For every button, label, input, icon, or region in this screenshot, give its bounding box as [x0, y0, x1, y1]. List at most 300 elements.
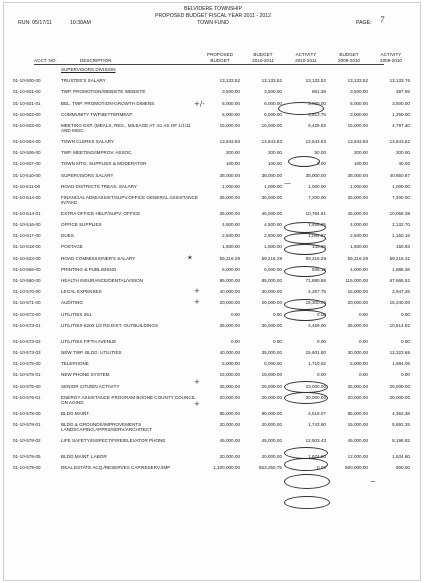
- proposed-budget-cell: 13,133.52: [219, 78, 240, 84]
- acct-number-cell: 01-10-576-00: [13, 383, 41, 389]
- activity-2010-2011-cell: 1,710.02: [308, 361, 326, 367]
- activity-2010-2011-cell: 945.18: [311, 266, 326, 272]
- handwritten-circle: [284, 233, 326, 244]
- budget-2010-2011-cell: 30,000.00: [261, 289, 282, 295]
- activity-2010-2011-cell: 3,500.00: [308, 100, 326, 106]
- table-row: [4, 211, 422, 222]
- acct-number-cell: 01-10-578-02: [13, 437, 41, 443]
- description-cell: UTILITIES-8200 1/2 RD.DIST. OUTBUILDINGS: [61, 322, 159, 328]
- description-cell: OFFICE SUPPLIES: [61, 222, 102, 228]
- activity-2010-2011-cell: 1,458.85: [308, 222, 326, 228]
- description-cell: TOWN CLERKS SALARY: [61, 138, 114, 144]
- activity-2010-2011-cell: 12,503.43: [305, 437, 326, 443]
- budget-2010-2011-cell: 45,000.00: [261, 210, 282, 216]
- budget-2010-2011-cell: 20,000.00: [261, 300, 282, 306]
- activity-2010-2011-cell: 15,300.00: [305, 300, 326, 306]
- table-row: [4, 112, 422, 123]
- proposed-budget-cell: 3,500.00: [222, 89, 240, 95]
- description-cell: LIFE SAFETY/INSPECT/FIRE/ELEVATOR PHONE: [61, 437, 166, 443]
- acct-number-cell: 01-10-575-01: [13, 372, 41, 378]
- acct-number-cell: 01-10-503-00: [13, 122, 41, 128]
- budget-2010-2011-cell: 853,250.75: [259, 465, 282, 471]
- table-row: [4, 422, 422, 438]
- activity-2010-2011-cell: 1,000.00: [308, 183, 326, 189]
- activity-2009-2010-cell: 0.00: [401, 372, 410, 378]
- budget-2009-2010-cell: 4,000.00: [350, 266, 368, 272]
- description-cell: TWP. MEETING/IMPROV. ASSOC.: [61, 150, 133, 156]
- acct-number-cell: 01-10-500-00: [13, 78, 41, 84]
- proposed-budget-cell: 35,000.00: [219, 322, 240, 328]
- activity-2009-2010-cell: 10,514.82: [389, 322, 410, 328]
- table-row: [4, 384, 422, 395]
- activity-2010-2011-cell: 20,000.00: [305, 394, 326, 400]
- acct-number-cell: 01-10-514-01: [13, 210, 41, 216]
- table-row: [4, 150, 422, 161]
- budget-2010-2011-cell: 5,000.00: [264, 361, 282, 367]
- handwritten-mark: +: [194, 298, 200, 306]
- acct-number-cell: 01-10-578-00: [13, 410, 41, 416]
- description-cell: BLDG.MAINT.: [61, 410, 90, 416]
- proposed-budget-cell: 25,000.00: [219, 383, 240, 389]
- budget-2010-2011-cell: 15,000.00: [261, 372, 282, 378]
- activity-2010-2011-cell: 7,200.00: [308, 194, 326, 200]
- handwritten-circle: [278, 102, 324, 115]
- description-cell: POSTAGE: [61, 244, 83, 250]
- description-cell: MEETING EXP. (MEALS, REG., MILEAGE AT .51 AS OF 1/1/11 AND MISC.: [61, 122, 191, 134]
- acct-number-cell: 01-10-514-00: [13, 194, 41, 200]
- description-cell: BLDG.& GROUNDS/IMPROVEMENTS LANDSCAPING,APPRS/SERV/ARCHITECT: [61, 421, 153, 433]
- fund-name: TOWN FUND: [197, 20, 229, 26]
- budget-2010-2011-cell: 20,000.00: [261, 421, 282, 427]
- proposed-budget-cell: 40,000.00: [219, 349, 240, 355]
- budget-2009-2010-cell: 25,000.00: [347, 383, 368, 389]
- activity-2009-2010-cell: 40,850.87: [389, 172, 410, 178]
- budget-2010-2011-cell: 2,500.00: [264, 233, 282, 239]
- activity-2009-2010-cell: 67,666.52: [389, 278, 410, 283]
- budget-2010-2011-cell: 38,000.00: [261, 172, 282, 178]
- table-row: [4, 267, 422, 278]
- budget-2009-2010-cell: 115,000.00: [345, 278, 368, 283]
- activity-2009-2010-cell: 1,000.00: [392, 183, 410, 189]
- activity-2010-2011-cell: 6,429.83: [308, 122, 326, 128]
- activity-2010-2011-cell: 0.00: [317, 311, 326, 317]
- col-budget-2010: BUDGET 2010-2011: [252, 52, 274, 63]
- activity-2009-2010-cell: 8,198.82: [392, 437, 410, 443]
- table-row: [4, 184, 422, 195]
- activity-2010-2011-cell: 4,518.07: [308, 410, 326, 416]
- activity-2010-2011-cell: 0.00: [317, 161, 326, 167]
- budget-2010-2011-cell: 4,500.00: [264, 222, 282, 228]
- budget-2010-2011-cell: 0.00: [273, 338, 282, 344]
- budget-2010-2011-cell: 35,000.00: [261, 322, 282, 328]
- description-cell: TWP. PROMOTION/WEBSITE WEBSITE: [61, 89, 146, 95]
- activity-2009-2010-cell: 2,132.70: [392, 222, 410, 228]
- activity-2010-2011-cell: 143.66: [311, 244, 326, 250]
- acct-number-cell: 01-10-570-00: [13, 289, 41, 295]
- proposed-budget-cell: 0.00: [231, 311, 240, 317]
- activity-2010-2011-cell: 13,133.52: [305, 78, 326, 84]
- table-row: [4, 278, 422, 289]
- table-row: [4, 195, 422, 211]
- proposed-budget-cell: 35,000.00: [219, 210, 240, 216]
- col-acct: ACCT. NO.: [34, 57, 57, 63]
- table-row: [4, 361, 422, 372]
- budget-2009-2010-cell: 1,500.00: [350, 244, 368, 250]
- budget-2009-2010-cell: 15,000.00: [347, 122, 368, 128]
- activity-2009-2010-cell: 10,058.38: [389, 210, 410, 216]
- budget-2010-2011-cell: 5,000.00: [264, 266, 282, 272]
- description-cell: BLDG.MAINT. LABOR: [61, 453, 107, 459]
- table-row: [4, 372, 422, 383]
- handwritten-circle: [284, 299, 326, 310]
- budget-2009-2010-cell: 45,000.00: [347, 210, 368, 216]
- budget-2010-2011-cell: 35,000.00: [261, 349, 282, 355]
- table-row: [4, 395, 422, 411]
- handwritten-circle: [284, 474, 330, 489]
- handwritten-circle: [284, 392, 328, 404]
- table-row: [4, 454, 422, 465]
- activity-2010-2011-cell: 50.00: [314, 150, 326, 156]
- activity-2010-2011-cell: 4,459.00: [308, 322, 326, 328]
- activity-2009-2010-cell: 13,543.82: [389, 138, 410, 144]
- acct-number-cell: 01-10-506-00: [13, 150, 41, 156]
- table-row: [4, 161, 422, 172]
- proposed-budget-cell: 15,000.00: [219, 122, 240, 128]
- activity-2009-2010-cell: 1,886.36: [392, 266, 410, 272]
- header-rule: [34, 64, 384, 65]
- budget-2009-2010-cell: 20,000.00: [347, 394, 368, 400]
- proposed-budget-cell: 100.00: [225, 161, 240, 167]
- table-row: [4, 256, 422, 267]
- activity-2009-2010-cell: 25,000.00: [389, 383, 410, 389]
- proposed-budget-cell: 20,000.00: [219, 300, 240, 306]
- proposed-budget-cell: 15,000.00: [219, 372, 240, 378]
- activity-2009-2010-cell: 7,200.00: [392, 194, 410, 200]
- budget-2010-2011-cell: 15,000.00: [261, 122, 282, 128]
- table-row: [4, 300, 422, 311]
- budget-2009-2010-cell: 3,500.00: [350, 89, 368, 95]
- table-row: [4, 312, 422, 323]
- acct-number-cell: 01-10-524-00: [13, 255, 41, 261]
- activity-2010-2011-cell: 4,267.75: [308, 289, 326, 295]
- budget-2009-2010-cell: 13,543.83: [347, 138, 368, 144]
- activity-2010-2011-cell: 10,784.81: [305, 210, 326, 216]
- activity-2009-2010-cell: 59,216.31: [389, 255, 410, 261]
- activity-2010-2011-cell: 1,674.90: [308, 453, 326, 459]
- acct-number-cell: 01-10-571-00: [13, 300, 41, 306]
- column-headers: [4, 41, 422, 63]
- table-row: [4, 222, 422, 233]
- handwritten-mark: +: [194, 400, 200, 408]
- col-activity-2009: ACTIVITY 2009-2010: [380, 52, 402, 63]
- acct-number-cell: 01-10-573-00: [13, 311, 41, 317]
- activity-2009-2010-cell: 3,500.00: [392, 100, 410, 106]
- activity-2009-2010-cell: 1,694.05: [392, 361, 410, 367]
- budget-2010-2011-cell: 90,000.00: [261, 410, 282, 416]
- budget-2009-2010-cell: 4,000.00: [350, 222, 368, 228]
- proposed-budget-cell: 85,000.00: [219, 278, 240, 283]
- description-cell: REAL ESTATE ACQ./RESERVES CAP.RESERV./IMP: [61, 465, 171, 471]
- budget-2010-2011-cell: 20,000.00: [261, 453, 282, 459]
- budget-2010-2011-cell: 59,216.29: [261, 255, 282, 261]
- activity-2009-2010-cell: 0.00: [401, 338, 410, 344]
- activity-2009-2010-cell: 1,634.60: [392, 453, 410, 459]
- description-cell: ROAD COMMISSIONER'S SALARY: [61, 255, 136, 261]
- budget-2009-2010-cell: 5,000.00: [350, 361, 368, 367]
- handwritten-mark: ✶: [187, 254, 193, 262]
- description-cell: HEALTH INSURANCE/DENTAL/VISION: [61, 278, 144, 283]
- table-row: [4, 101, 422, 112]
- budget-2009-2010-cell: 0.00: [359, 372, 368, 378]
- description-cell: DUES: [61, 233, 74, 239]
- budget-2010-2011-cell: 85,000.00: [261, 278, 282, 283]
- activity-2009-2010-cell: 1,250.00: [392, 111, 410, 117]
- table-row: [4, 339, 422, 350]
- activity-2009-2010-cell: 5,692.25: [392, 421, 410, 427]
- activity-2010-2011-cell: 1,743.60: [308, 421, 326, 427]
- budget-2009-2010-cell: 13,133.52: [347, 78, 368, 84]
- handwritten-circle: [284, 222, 326, 233]
- description-cell: COMMUNITY TWP.BETTERMENT: [61, 111, 133, 117]
- budget-2009-2010-cell: 6,000.00: [350, 100, 368, 106]
- budget-2010-2011-cell: 20,000.00: [261, 394, 282, 400]
- budget-page: [3, 2, 421, 581]
- budget-2010-2011-cell: 6,000.00: [264, 111, 282, 117]
- budget-2009-2010-cell: 1,000.00: [350, 183, 368, 189]
- proposed-budget-cell: 59,216.29: [219, 255, 240, 261]
- table-row: [4, 323, 422, 339]
- table-row: [4, 411, 422, 422]
- description-cell: LEGAL EXPENSES: [61, 289, 102, 295]
- table-row: [4, 123, 422, 139]
- description-cell: TOWN MTG. SUPPLIES & MODERATOR: [61, 161, 147, 167]
- acct-number-cell: 01-10-573-02: [13, 338, 41, 344]
- activity-2009-2010-cell: 150.93: [395, 244, 410, 250]
- acct-number-cell: 01-10-579-00: [13, 465, 41, 471]
- acct-number-cell: 01-10-573-01: [13, 322, 41, 328]
- budget-2009-2010-cell: 15,000.00: [347, 289, 368, 295]
- proposed-budget-cell: 1,000.00: [222, 183, 240, 189]
- acct-number-cell: 01-10-556-00: [13, 266, 41, 272]
- proposed-budget-cell: 2,500.00: [222, 233, 240, 239]
- budget-2009-2010-cell: 2,500.00: [350, 233, 368, 239]
- handwritten-mark: ~: [370, 478, 376, 486]
- proposed-budget-cell: 5,000.00: [222, 361, 240, 367]
- budget-2009-2010-cell: 15,000.00: [347, 421, 368, 427]
- activity-2010-2011-cell: 3,813.75: [308, 111, 326, 117]
- activity-2009-2010-cell: 13,133.76: [389, 78, 410, 84]
- description-cell: TELEPHONE: [61, 361, 89, 367]
- table-row: [4, 289, 422, 300]
- table-row: [4, 244, 422, 255]
- description-cell: ENERGY ASSISTANCE PROGRAM BOONE COUNTY COUNCIL ON AGING: [61, 394, 196, 405]
- handwritten-mark: +: [194, 287, 200, 295]
- activity-2009-2010-cell: 4,787.40: [392, 122, 410, 128]
- budget-2009-2010-cell: 35,000.00: [347, 322, 368, 328]
- description-cell: BEL. TWP. PROMOTION-GROWTH DIMENS.: [61, 100, 156, 106]
- proposed-budget-cell: 85,000.00: [219, 410, 240, 416]
- col-proposed: PROPOSED BUDGET: [206, 52, 234, 63]
- acct-number-cell: 01-10-578-05: [13, 453, 41, 459]
- proposed-budget-cell: 1,500.00: [222, 244, 240, 250]
- budget-2010-2011-cell: 1,500.00: [264, 244, 282, 250]
- budget-rows: [4, 67, 422, 481]
- acct-number-cell: 01-10-578-01: [13, 421, 41, 427]
- budget-2010-2011-cell: 13,133.52: [261, 78, 282, 84]
- activity-2009-2010-cell: 20,000.00: [389, 394, 410, 400]
- proposed-budget-cell: 1,100,000.00: [213, 465, 240, 471]
- handwritten-mark: +: [194, 378, 200, 386]
- table-row: [4, 438, 422, 454]
- table-row: [4, 78, 422, 89]
- proposed-budget-cell: 20,000.00: [219, 421, 240, 427]
- run-date: RUN: 05/17/11: [18, 20, 52, 26]
- description-cell: NEW TWP. BLDG. UTILITIES: [61, 349, 122, 355]
- proposed-budget-cell: 20,000.00: [219, 453, 240, 459]
- description-cell: SUPERVISORS SALARY: [61, 172, 114, 178]
- budget-2009-2010-cell: 0.00: [359, 338, 368, 344]
- table-row: [4, 233, 422, 244]
- proposed-budget-cell: 0.00: [231, 338, 240, 344]
- table-row: [4, 89, 422, 100]
- proposed-budget-cell: 13,543.83: [219, 138, 240, 144]
- description-cell: EXTRA OFFICE HELP/SUPV. OFFICE: [61, 210, 141, 216]
- acct-number-cell: 01-10-502-00: [13, 111, 41, 117]
- handwritten-mark: +/-: [194, 100, 205, 108]
- col-desc: DESCRIPTION: [80, 57, 112, 63]
- budget-2010-2011-cell: 6,000.00: [264, 100, 282, 106]
- budget-2009-2010-cell: 0.00: [359, 311, 368, 317]
- acct-number-cell: 01-10-575-00: [13, 361, 41, 367]
- acct-number-cell: 01-10-510-00: [13, 172, 41, 178]
- activity-2009-2010-cell: 387.99: [395, 89, 410, 95]
- activity-2009-2010-cell: 1,150.19: [392, 233, 410, 239]
- budget-2009-2010-cell: 38,000.00: [347, 172, 368, 178]
- table-row: [4, 139, 422, 150]
- proposed-budget-cell: 200.00: [225, 150, 240, 156]
- col-activity-2010: ACTIVITY 2010-2011: [295, 52, 317, 63]
- acct-number-cell: 01-10-517-00: [13, 233, 41, 239]
- budget-2009-2010-cell: 30,000.00: [347, 349, 368, 355]
- budget-2010-2011-cell: 200.00: [267, 150, 282, 156]
- acct-number-cell: 01-10-560-00: [13, 278, 41, 283]
- budget-2009-2010-cell: 45,000.00: [347, 437, 368, 443]
- acct-number-cell: 01-10-501-00: [13, 89, 41, 95]
- handwritten-circle: [284, 496, 330, 509]
- activity-2009-2010-cell: 200.00: [395, 150, 410, 156]
- activity-2010-2011-cell: 0.00: [317, 465, 326, 471]
- handwritten-mark: —: [284, 179, 291, 187]
- table-row: [4, 173, 422, 184]
- table-row: [4, 67, 422, 78]
- activity-2009-2010-cell: 12,322.65: [389, 349, 410, 355]
- activity-2010-2011-cell: 71,880.66: [305, 278, 326, 283]
- acct-number-cell: 01-10-573-03: [13, 349, 41, 355]
- description-cell: ROAD DISTRICTS TREAS. SALARY: [61, 183, 137, 189]
- activity-2009-2010-cell: 15,240.00: [389, 300, 410, 306]
- activity-2010-2011-cell: 38,000.00: [305, 172, 326, 178]
- proposed-budget-cell: 5,000.00: [222, 266, 240, 272]
- activity-2009-2010-cell: 40.00: [398, 161, 410, 167]
- proposed-budget-cell: 6,000.00: [222, 100, 240, 106]
- description-cell: UTILITIES 251: [61, 311, 92, 317]
- activity-2010-2011-cell: 13,543.83: [305, 138, 326, 144]
- proposed-budget-cell: 45,000.00: [219, 437, 240, 443]
- activity-2009-2010-cell: 4,362.38: [392, 410, 410, 416]
- activity-2010-2011-cell: 59,216.29: [305, 255, 326, 261]
- handwritten-circle: [284, 310, 326, 321]
- acct-number-cell: 01-10-516-00: [13, 222, 41, 228]
- table-row: [4, 350, 422, 361]
- budget-2010-2011-cell: 1,000.00: [264, 183, 282, 189]
- proposed-budget-cell: 40,000.00: [219, 289, 240, 295]
- acct-number-cell: 01-10-518-00: [13, 244, 41, 250]
- acct-number-cell: 01-10-576-01: [13, 394, 41, 400]
- description-cell: TRUSTEE'S SALARY: [61, 78, 106, 84]
- handwritten-circle: [288, 156, 320, 167]
- budget-2009-2010-cell: 12,000.00: [347, 453, 368, 459]
- description-cell: FINANCIAL ADM/ASSIST/SUPV.OFFICE GENERAL ASSISTANCE INTAKE: [61, 194, 198, 206]
- budget-2009-2010-cell: 200.00: [353, 150, 368, 156]
- budget-title: PROPOSED BUDGET FISCAL YEAR 2011 - 2012: [155, 13, 271, 19]
- budget-2009-2010-cell: 20,000.00: [347, 300, 368, 306]
- budget-2009-2010-cell: 3,000.00: [350, 111, 368, 117]
- description-cell: UTILITIES FIFTH AVENUE: [61, 338, 117, 344]
- description-cell: PRINTING & PUBLISHING: [61, 266, 117, 272]
- activity-2010-2011-cell: 0.00: [317, 338, 326, 344]
- activity-2009-2010-cell: 0.00: [401, 311, 410, 317]
- activity-2010-2011-cell: 23,000.00: [305, 383, 326, 389]
- acct-number-cell: 01-10-501-01: [13, 100, 41, 106]
- description-cell: NEW PHONE SYSTEM: [61, 372, 110, 378]
- proposed-budget-cell: 20,000.00: [219, 394, 240, 400]
- description-cell: AUDITING: [61, 300, 83, 306]
- handwritten-circle: [284, 458, 328, 471]
- acct-number-cell: 01-10-507-00: [13, 161, 41, 167]
- budget-2010-2011-cell: 100.00: [267, 161, 282, 167]
- budget-2010-2011-cell: 45,000.00: [261, 437, 282, 443]
- table-row: [4, 465, 422, 481]
- activity-2010-2011-cell: 0.00: [317, 372, 326, 378]
- budget-2010-2011-cell: 3,500.00: [264, 89, 282, 95]
- budget-2010-2011-cell: 25,000.00: [261, 383, 282, 389]
- description-cell: SENIOR CITIZEN ACTIVITY: [61, 383, 120, 389]
- run-time: 10:38AM: [70, 20, 91, 26]
- proposed-budget-cell: 35,000.00: [219, 194, 240, 200]
- budget-2009-2010-cell: 25,000.00: [347, 194, 368, 200]
- activity-2009-2010-cell: 2,947.25: [392, 289, 410, 295]
- acct-number-cell: 01-10-511-00: [13, 183, 41, 189]
- handwritten-circle: [284, 244, 326, 255]
- budget-2009-2010-cell: 100.00: [353, 161, 368, 167]
- budget-2010-2011-cell: 35,000.00: [261, 194, 282, 200]
- budget-2009-2010-cell: 560,000.00: [345, 465, 368, 471]
- proposed-budget-cell: 4,500.00: [222, 222, 240, 228]
- proposed-budget-cell: 6,000.00: [222, 111, 240, 117]
- activity-2010-2011-cell: 1,084.87: [308, 233, 326, 239]
- activity-2009-2010-cell: 900.00: [395, 465, 410, 471]
- proposed-budget-cell: 38,000.00: [219, 172, 240, 178]
- budget-2010-2011-cell: 13,543.83: [261, 138, 282, 144]
- budget-2010-2011-cell: 0.00: [273, 311, 282, 317]
- township-title: BELVIDERE TOWNSHIP: [184, 6, 242, 12]
- budget-2009-2010-cell: 85,000.00: [347, 410, 368, 416]
- handwritten-circle: [284, 266, 326, 277]
- activity-2010-2011-cell: 861.38: [311, 89, 326, 95]
- col-budget-2009: BUDGET 2009-2010: [338, 52, 360, 63]
- activity-2010-2011-cell: 15,601.80: [305, 349, 326, 355]
- acct-number-cell: 01-10-504-00: [13, 138, 41, 144]
